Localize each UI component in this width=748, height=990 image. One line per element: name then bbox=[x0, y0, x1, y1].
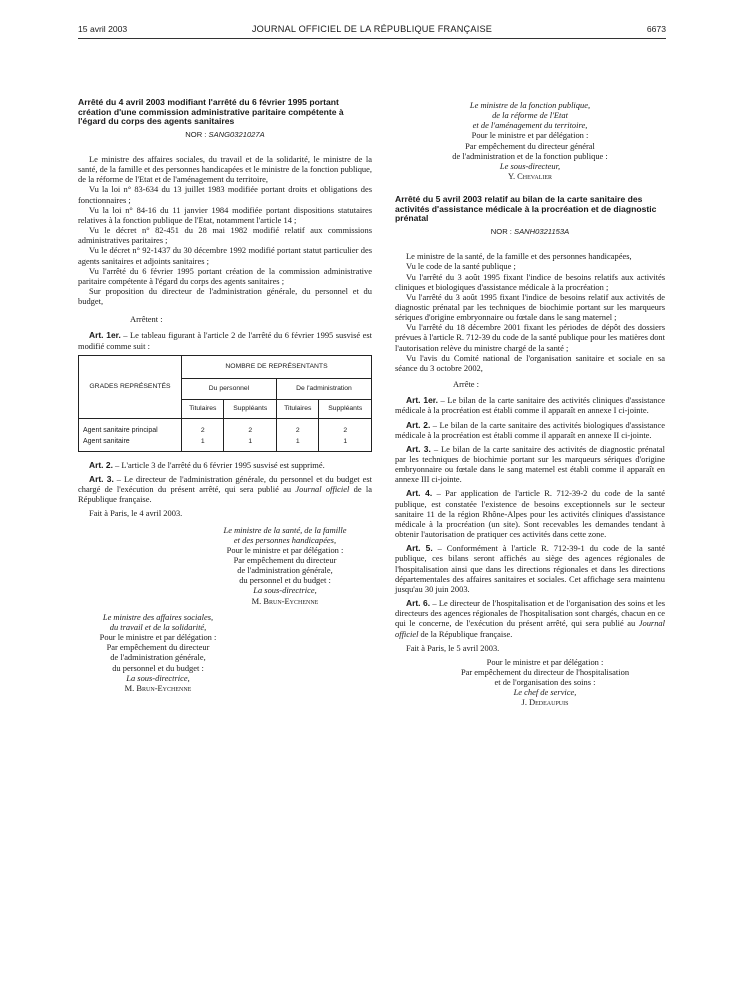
representatives-table bbox=[78, 355, 372, 452]
page-header bbox=[78, 24, 666, 38]
signature-block: Le ministre de la fonction publique, de la réforme de l'Etat et de l'aménagement du territoire, Pour le ministre et par délégation : Par empêchement du directeur général de l'administration et de la fonction publique : Le sous-directeur, Y. Chevalier bbox=[395, 100, 665, 181]
table-header-grades: GRADES REPRÉSENTÉS bbox=[79, 355, 182, 418]
article-1: Art. 1er. – Le bilan de la carte sanitaire des activités cliniques d'assistance médicale à la procréation est établi comme il apparaît en annexe I ci-jointe. bbox=[395, 395, 666, 416]
arrete: Arrête : bbox=[453, 379, 480, 390]
visa: Vu la loi n° 84-16 du 11 janvier 1984 modifiée portant dispositions statutaires relatives à la fonction publique de l'Etat, notamment l'article 14 ; bbox=[78, 204, 372, 225]
article-2: Art. 2. – Le bilan de la carte sanitaire des activités biologiques d'assistance médicale à la procréation est établi comme il apparaît en annexe II ci-jointe. bbox=[395, 419, 665, 440]
visa: Vu la loi n° 83-634 du 13 juillet 1983 modifiée portant droits et obligations des fonctionnaires ; bbox=[78, 184, 372, 205]
nor-reference-1: NOR : SANG0321027A bbox=[185, 129, 265, 139]
visa: Vu l'arrêté du 3 août 1995 fixant l'indice de besoins relatif aux activités de diagnostic prénatal par les techniques de biochimie portant sur les marqueurs sériques d'origine embryonnaire ou fœtale dans le sang maternel ; bbox=[395, 291, 665, 323]
table-header-suppleants: Suppléants bbox=[224, 399, 277, 418]
article-1: Art. 1er. – Le tableau figurant à l'article 2 de l'arrêté du 6 février 1995 susvisé est modifié comme suit : bbox=[78, 330, 373, 351]
visa: Vu l'avis du Comité national de l'organisation sanitaire et sociale en sa séance du 3 octobre 2002, bbox=[395, 352, 665, 373]
signature-block: Pour le ministre et par délégation : Par empêchement du directeur de l'hospitalisation et de l'organisation des soins : Le chef de service, J. Dedeaupuis bbox=[425, 657, 665, 708]
table-header-titulaires: Titulaires bbox=[276, 399, 318, 418]
left-column bbox=[78, 98, 372, 693]
article-5: Art. 5. – Conformément à l'article R. 712-39-1 du code de la santé publique, ces bilans seront affichés au siège des agences régionales de l'hospitalisation ainsi que dans les directions régionales et dans les directions départementales des affaires sanitaires et sociales. Cet affichage sera maintenu jusqu'au 30 juin 2003. bbox=[395, 543, 665, 594]
table-header-administration: De l'administration bbox=[276, 378, 371, 399]
visa: Vu le code de la santé publique ; bbox=[406, 261, 516, 272]
table-header-personnel: Du personnel bbox=[182, 378, 277, 399]
page-number: 6673 bbox=[646, 24, 666, 34]
article-2: Art. 2. – L'article 3 de l'arrêté du 6 février 1995 susvisé est supprimé. bbox=[89, 459, 325, 470]
decree-title-1: Arrêté du 4 avril 2003 modifiant l'arrêté du 6 février 1995 portant création d'une commission administrative paritaire compétente à l'égard du corps des agents sanitaires bbox=[78, 97, 344, 127]
article-6: Art. 6. – Le directeur de l'hospitalisation et de l'organisation des soins et les directeurs des agences régionales de l'hospitalisation sont chargés, chacun en ce qui le concerne, de l'exécution du présent arrêté, qui sera publié au Journal officiel de la République française. bbox=[395, 598, 665, 639]
visa: Vu l'arrêté du 6 février 1995 portant création de la commission administrative paritaire compétente à l'égard du corps des agents sanitaires ; bbox=[78, 265, 372, 286]
decree-title-2: Arrêté du 5 avril 2003 relatif au bilan de la carte sanitaire des activités d'assistance médicale à la procréation et de diagnostic prénatal bbox=[395, 194, 657, 224]
visa: Sur proposition du directeur de l'administration générale, du personnel et du budget, bbox=[78, 285, 372, 307]
signatory-name: M. Brun-Eychenne bbox=[124, 682, 192, 693]
article-3: Art. 3. – Le directeur de l'administration générale, du personnel et du budget est chargé de l'exécution du présent arrêté, qui sera publié au Journal officiel de la République française. bbox=[78, 473, 373, 505]
table-header-nombre: NOMBRE DE REPRÉSENTANTS bbox=[182, 355, 372, 378]
signature-block: Le ministre de la santé, de la famille et des personnes handicapées, Pour le ministre et par délégation : Par empêchement du directeur de l'administration générale, du personnel et du budget : La sous-directrice, M. Brun-Eychenne bbox=[198, 525, 372, 606]
journal-title: JOURNAL OFFICIEL DE LA RÉPUBLIQUE FRANÇAISE bbox=[251, 24, 493, 34]
table-row: Agent sanitaire principal Agent sanitaire 2 1 2 1 2 1 2 1 bbox=[79, 418, 372, 451]
table-grade-labels: Agent sanitaire principal Agent sanitaire bbox=[79, 418, 182, 451]
article-3: Art. 3. – Le bilan de la carte sanitaire des activités de diagnostic prénatal par les techniques de biochimie portant sur les marqueurs sériques d'origine embryonnaire ou fœtale dans le sang maternel est établi comme il apparaît en annexe III ci-jointe. bbox=[395, 443, 665, 485]
signature-date: Fait à Paris, le 5 avril 2003. bbox=[406, 642, 500, 653]
visa: Vu l'arrêté du 3 août 1995 fixant l'indice de besoins relatifs aux activités cliniques et biologiques d'assistance médicale à la procréation ; bbox=[395, 271, 665, 292]
visa: Vu le décret n° 82-451 du 28 mai 1982 modifié relatif aux commissions administratives paritaires ; bbox=[78, 225, 372, 246]
signature-block: Le ministre des affaires sociales, du travail et de la solidarité, Pour le ministre et par délégation : Par empêchement du directeur de l'administration générale, du personnel et du budget : La sous-directrice, M. Brun-Eychenne bbox=[78, 612, 238, 693]
table-header-suppleants: Suppléants bbox=[319, 399, 372, 418]
signatory-name: J. Dedeaupuis bbox=[521, 697, 569, 708]
right-column bbox=[395, 100, 665, 708]
article-4: Art. 4. – Par application de l'article R. 712-39-2 du code de la santé publique, est constatée l'existence de besoins exceptionnels sur le secteur sanitaire 11 de la région Rhône-Alpes pour les activités cliniques d'assistance médicale à la procréation (un site). Sont recevables les demandes tendant à obtenir l'autorisation de pratiquer ces activités dans cette zone. bbox=[395, 488, 665, 540]
visa: Le ministre des affaires sociales, du travail et de la solidarité, le ministre de la santé, de la famille et des personnes handicapées et le ministre de la fonction publique, de la réforme de l'Etat et de l'aménagement du territoire, bbox=[78, 153, 372, 185]
visa: Le ministre de la santé, de la famille et des personnes handicapées, bbox=[406, 251, 632, 262]
issue-date: 15 avril 2003 bbox=[78, 24, 128, 34]
table-header-titulaires: Titulaires bbox=[182, 399, 224, 418]
arretent: Arrêtent : bbox=[130, 314, 163, 325]
signature-date: Fait à Paris, le 4 avril 2003. bbox=[89, 508, 183, 519]
visa: Vu l'arrêté du 18 décembre 2001 fixant les périodes de dépôt des dossiers prévues à l'article R. 712-39 du code de la santé publique pour les matières dont l'autorisation relève du ministre chargé de la santé ; bbox=[395, 322, 665, 353]
signatory-name: M. Brun-Eychenne bbox=[251, 595, 319, 606]
signatory-name: Y. Chevalier bbox=[507, 171, 553, 182]
nor-reference-2: NOR : SANH0321153A bbox=[490, 227, 570, 237]
visa: Vu le décret n° 92-1437 du 30 décembre 1992 modifié portant statut particulier des agents sanitaires et adjoints sanitaires ; bbox=[78, 245, 372, 266]
header-rule bbox=[78, 38, 666, 39]
